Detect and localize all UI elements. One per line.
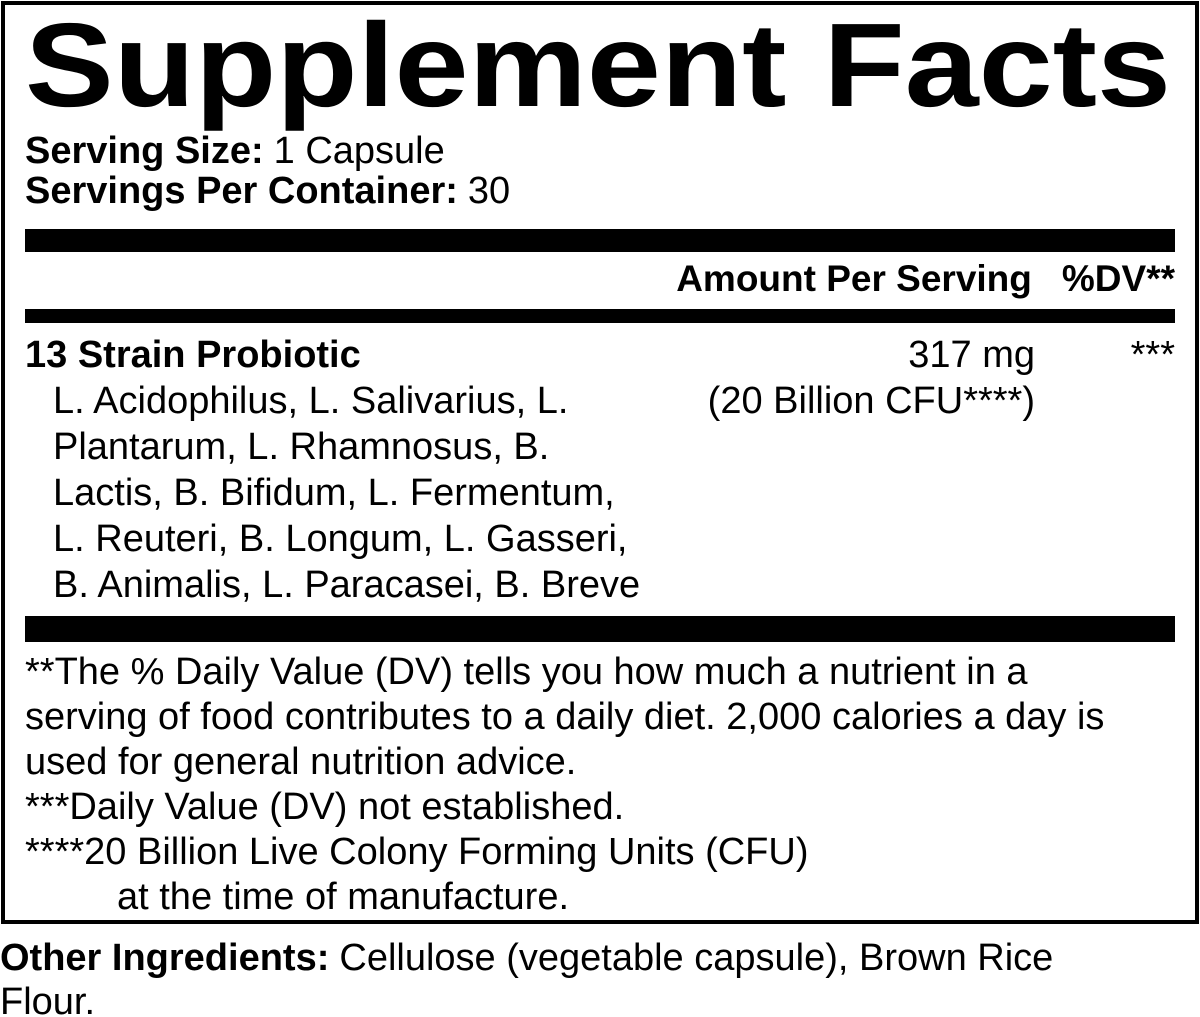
divider-medium xyxy=(25,309,1175,323)
supplement-facts-page xyxy=(0,1,1200,1017)
strain-line: Plantarum, L. Rhamnosus, B. xyxy=(53,426,550,468)
supplement-facts-panel xyxy=(1,1,1199,924)
strain-list xyxy=(53,378,695,608)
other-ingredients-text: Cellulose (vegetable capsule), Brown Rice xyxy=(339,937,1054,979)
ingredient-amount-column xyxy=(695,332,1035,424)
other-ingredients-line: Flour. xyxy=(0,981,96,1017)
panel-title xyxy=(25,0,1175,132)
footnote-line: at the time of manufacture. xyxy=(117,876,570,918)
strain-line: L. Reuteri, B. Longum, L. Gasseri, xyxy=(53,518,628,560)
footnote-line: ***Daily Value (DV) not established. xyxy=(25,786,625,828)
ingredient-name: 13 Strain Probiotic xyxy=(25,334,361,376)
ingredient-name-column xyxy=(25,332,695,608)
servings-per-container-value: 30 xyxy=(467,170,511,212)
strain-line: B. Animalis, L. Paracasei, B. Breve xyxy=(53,564,641,606)
ingredient-amount-detail: (20 Billion CFU****) xyxy=(707,380,1035,422)
other-ingredients-label: Other Ingredients: xyxy=(0,937,330,979)
ingredient-amount: 317 mg xyxy=(908,334,1035,376)
footnote-line: ****20 Billion Live Colony Forming Units (CFU) xyxy=(25,831,809,873)
column-header-row xyxy=(25,252,1175,300)
serving-size-label: Serving Size: xyxy=(25,130,264,172)
ingredient-daily-value: *** xyxy=(1130,334,1175,376)
footnote-line: used for general nutrition advice. xyxy=(25,741,577,783)
servings-per-container-label: Servings Per Container: xyxy=(25,170,458,212)
footnote-line: **The % Daily Value (DV) tells you how much a nutrient in a xyxy=(25,651,1028,693)
strain-line: Lactis, B. Bifidum, L. Fermentum, xyxy=(53,472,615,514)
footnotes xyxy=(25,642,1175,920)
serving-size-value: 1 Capsule xyxy=(273,130,445,172)
servings-per-container-row xyxy=(25,171,1175,211)
ingredient-row xyxy=(25,332,1175,608)
divider-thick-top xyxy=(25,229,1175,252)
percent-dv-header: %DV** xyxy=(1061,258,1175,299)
serving-size-row xyxy=(25,131,1175,171)
panel-title-text: Supplement Facts xyxy=(25,0,1171,132)
footnote-line: serving of food contributes to a daily diet. 2,000 calories a day is xyxy=(25,696,1105,738)
other-ingredients-line xyxy=(0,936,1200,980)
other-ingredients xyxy=(0,936,1200,1017)
divider-thick-bottom xyxy=(25,616,1175,642)
strain-line: L. Acidophilus, L. Salivarius, L. xyxy=(53,380,569,422)
amount-per-serving-header: Amount Per Serving xyxy=(676,258,1032,299)
serving-info xyxy=(25,131,1175,211)
